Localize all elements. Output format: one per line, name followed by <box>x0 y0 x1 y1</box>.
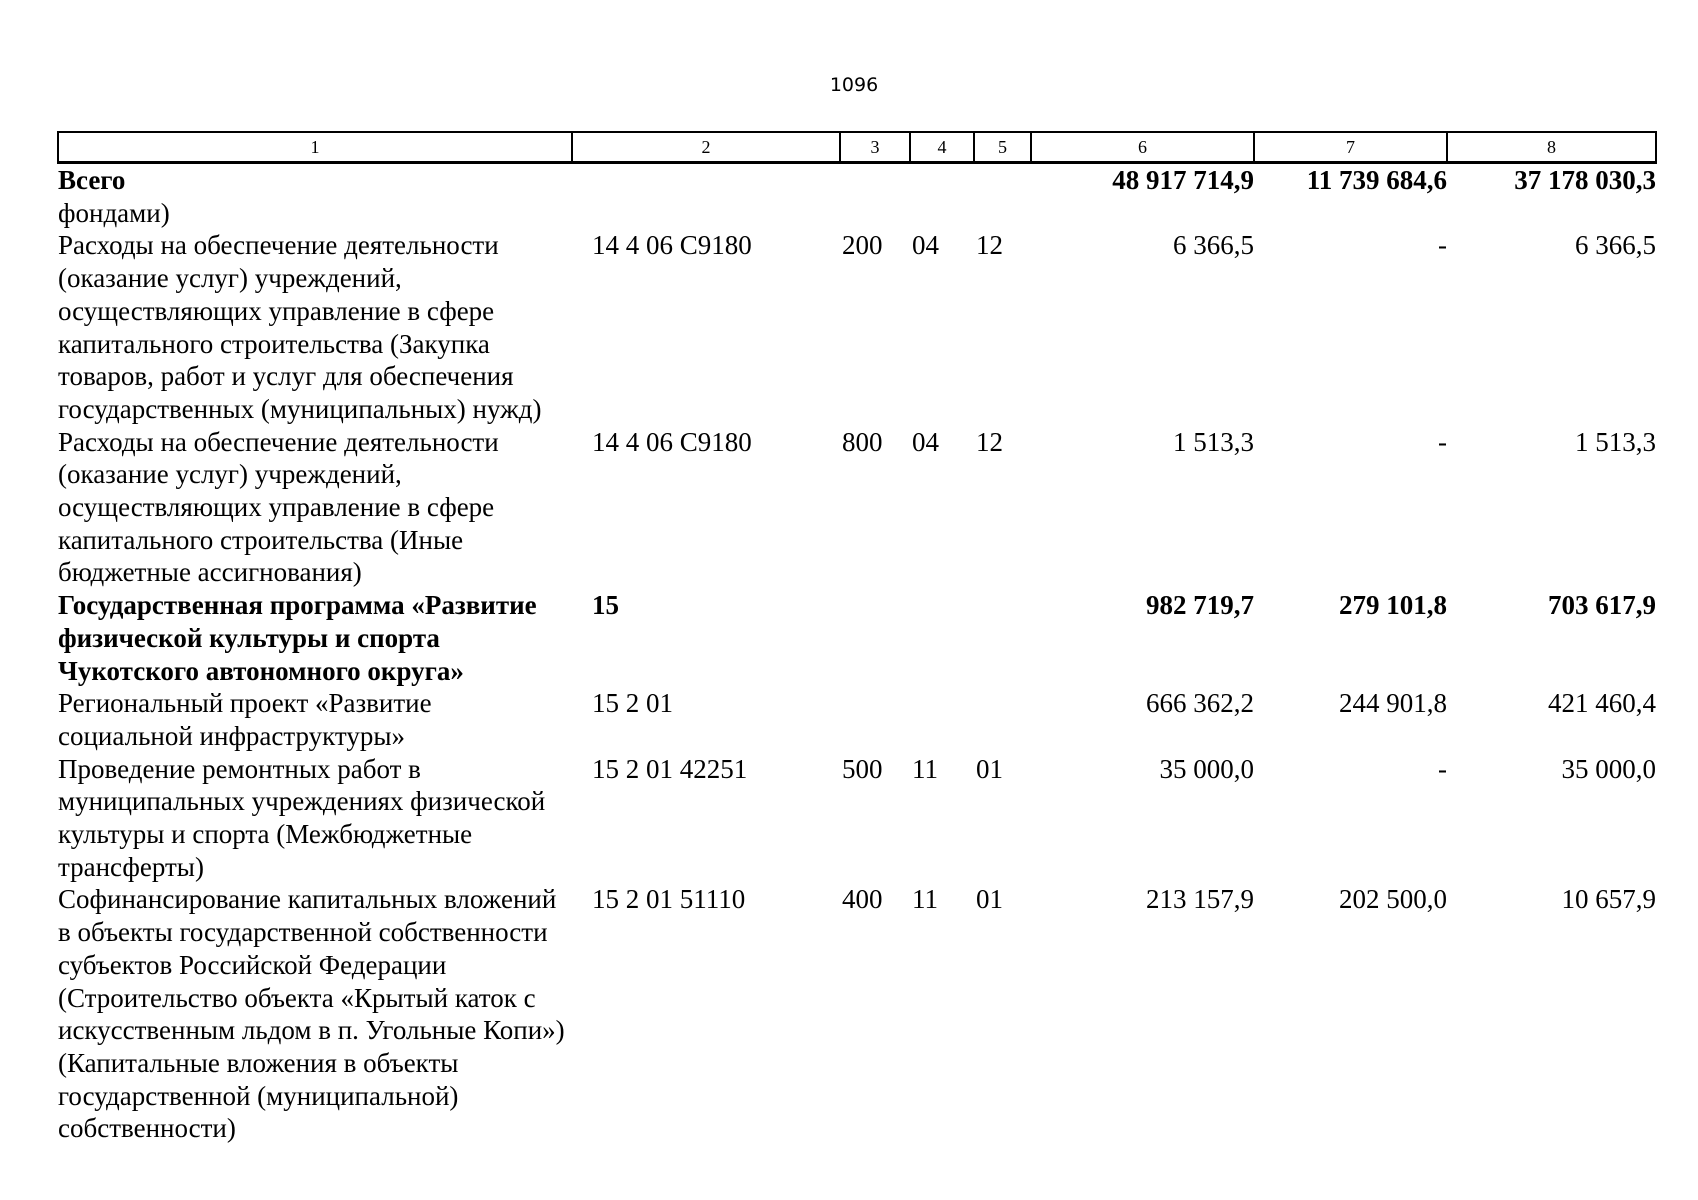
row-col8: 37 178 030,3 <box>1514 165 1656 195</box>
row-col7: 11 739 684,6 <box>1306 165 1447 195</box>
row-col8: 703 617,9 <box>1548 590 1656 621</box>
row-col3: 800 <box>842 426 883 457</box>
row-col3: 200 <box>842 230 883 261</box>
row-col5 <box>974 163 1031 197</box>
row-total: 1 513,3 <box>1173 426 1254 457</box>
row-col8: 35 000,0 <box>1561 753 1656 784</box>
row-total: 982 719,7 <box>1146 590 1254 621</box>
table-row <box>58 687 1656 752</box>
row-total: 35 000,0 <box>1159 753 1254 784</box>
row-col4: 11 <box>912 884 938 915</box>
row-col3 <box>840 163 910 197</box>
row-col3: 400 <box>842 884 883 915</box>
row-col5 <box>974 589 1031 687</box>
row-col7 <box>1254 197 1447 230</box>
column-header: 7 <box>1254 132 1447 163</box>
column-header: 3 <box>840 132 910 163</box>
row-col7: 244 901,8 <box>1339 688 1447 719</box>
row-col8: 1 513,3 <box>1575 426 1656 457</box>
row-col7: 279 101,8 <box>1339 590 1447 621</box>
row-name: Региональный проект «Развитие социальной инфраструктуры» <box>58 688 432 751</box>
table-row <box>58 197 1656 230</box>
row-col7: 202 500,0 <box>1339 884 1447 915</box>
column-header: 2 <box>572 132 840 163</box>
row-code: 14 4 06 С9180 <box>592 426 752 457</box>
row-col3: 500 <box>842 753 883 784</box>
column-header: 8 <box>1447 132 1656 163</box>
table-row <box>58 426 1656 590</box>
row-col7: - <box>1438 230 1447 261</box>
row-col4 <box>910 589 974 687</box>
table-row <box>58 229 1656 425</box>
row-total <box>1031 197 1254 230</box>
row-code: 14 4 06 С9180 <box>592 230 752 261</box>
column-header: 1 <box>58 132 572 163</box>
row-code: 15 <box>592 590 619 621</box>
row-total: 213 157,9 <box>1146 884 1254 915</box>
row-code <box>572 163 840 197</box>
table-row <box>58 163 1656 197</box>
table-row <box>58 753 1656 884</box>
row-col5: 01 <box>976 884 1003 915</box>
table-row <box>58 883 1656 1145</box>
row-col3 <box>840 687 910 752</box>
row-col4: 04 <box>912 426 939 457</box>
row-col5 <box>974 687 1031 752</box>
column-header: 6 <box>1031 132 1254 163</box>
row-col8: 10 657,9 <box>1561 884 1656 915</box>
row-total: 6 366,5 <box>1173 230 1254 261</box>
row-col4 <box>910 163 974 197</box>
row-name: Софинансирование капитальных вложений в объекты государственной собственности субъектов Российской Федерации (Строительство объекта «Крытый каток с искусственным льдом в п. Угольные Копи») (Капитальные вложения в объекты государственной (муниципальной) собственности) <box>58 884 565 1144</box>
row-col7: - <box>1438 426 1447 457</box>
row-name: Проведение ремонтных работ в муниципальных учреждениях физической культуры и спорта (Межбюджетные трансферты) <box>58 753 546 882</box>
budget-table <box>57 131 1657 1145</box>
row-col8: 421 460,4 <box>1548 688 1656 719</box>
row-col3 <box>840 197 910 230</box>
row-col7: - <box>1438 753 1447 784</box>
row-col8: 6 366,5 <box>1575 230 1656 261</box>
row-total: 666 362,2 <box>1146 688 1254 719</box>
row-col4: 04 <box>912 230 939 261</box>
row-code: 15 2 01 42251 <box>592 753 748 784</box>
column-number-header <box>58 132 1656 163</box>
row-col5: 12 <box>976 426 1003 457</box>
table-row <box>58 589 1656 687</box>
row-col3 <box>840 589 910 687</box>
row-name: фондами) <box>58 197 170 228</box>
row-name: Государственная программа «Развитие физической культуры и спорта Чукотского автономного округа» <box>58 590 537 686</box>
row-code: 15 2 01 <box>592 688 673 719</box>
row-col4 <box>910 197 974 230</box>
row-code <box>572 197 840 230</box>
row-col4 <box>910 687 974 752</box>
column-header: 5 <box>974 132 1031 163</box>
row-name: Расходы на обеспечение деятельности (оказание услуг) учреждений, осуществляющих управление в сфере капитального строительства (Закупка товаров, работ и услуг для обеспечения государственных (муниципальных) нужд) <box>58 230 542 424</box>
row-col5: 12 <box>976 230 1003 261</box>
row-total: 48 917 714,9 <box>1112 165 1254 195</box>
row-name: Всего <box>58 165 126 195</box>
row-col4: 11 <box>912 753 938 784</box>
row-col8 <box>1447 197 1656 230</box>
page-number: 1096 <box>829 74 879 96</box>
row-code: 15 2 01 51110 <box>592 884 746 915</box>
row-col5: 01 <box>976 753 1003 784</box>
column-header: 4 <box>910 132 974 163</box>
row-col5 <box>974 197 1031 230</box>
row-name: Расходы на обеспечение деятельности (оказание услуг) учреждений, осуществляющих управление в сфере капитального строительства (Иные бюджетные ассигнования) <box>58 426 499 588</box>
